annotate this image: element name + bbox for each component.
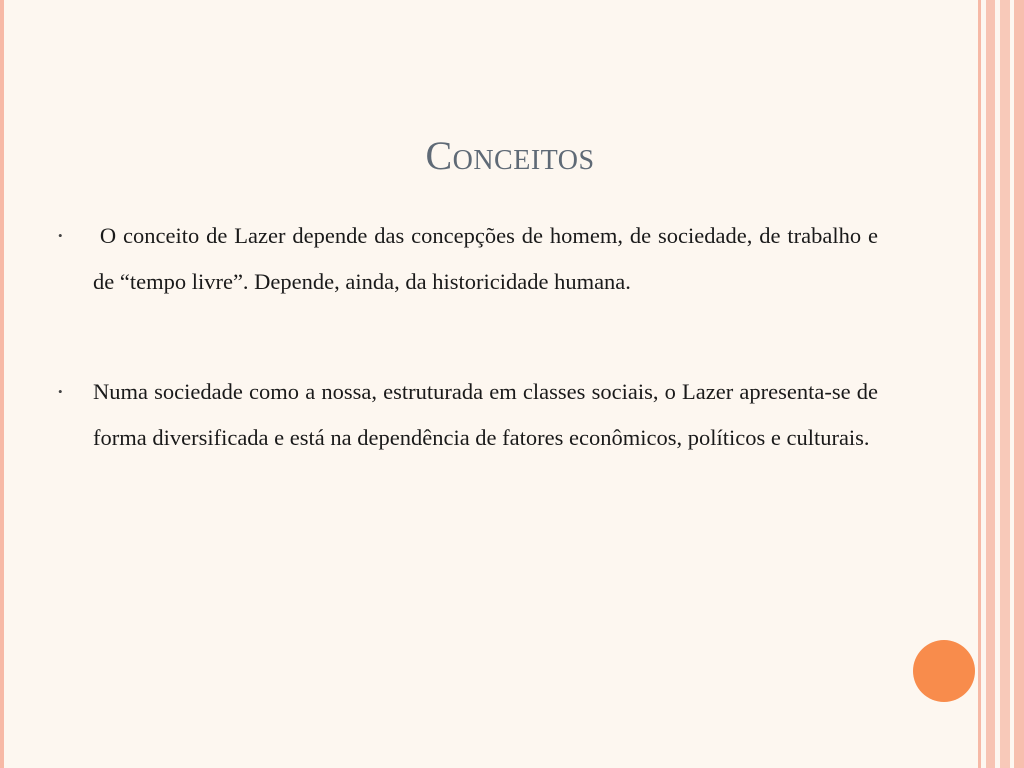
right-border-stripe [1000, 0, 1010, 768]
bullet-dot-icon: • [58, 228, 63, 243]
bullet-list [58, 213, 884, 461]
bullet-dot-icon: • [58, 384, 63, 399]
right-border-stripe [1014, 0, 1024, 768]
slide-title: Conceitos [425, 133, 595, 178]
bullet-text: O conceito de Lazer depende das concepções de homem, de sociedade, de trabalho e de “tempo livre”. Depende, ainda, da historicidade humana. [93, 223, 884, 294]
right-border-stripe [978, 0, 981, 768]
right-border-stripe [986, 0, 995, 768]
bullet-item [58, 369, 878, 461]
left-border-stripe [0, 0, 4, 768]
bullet-text: Numa sociedade como a nossa, estruturada em classes sociais, o Lazer apresenta-se de forma diversificada e está na dependência de fatores econômicos, políticos e culturais. [93, 379, 878, 450]
orange-circle-decoration [913, 640, 975, 702]
bullet-item [58, 213, 884, 305]
